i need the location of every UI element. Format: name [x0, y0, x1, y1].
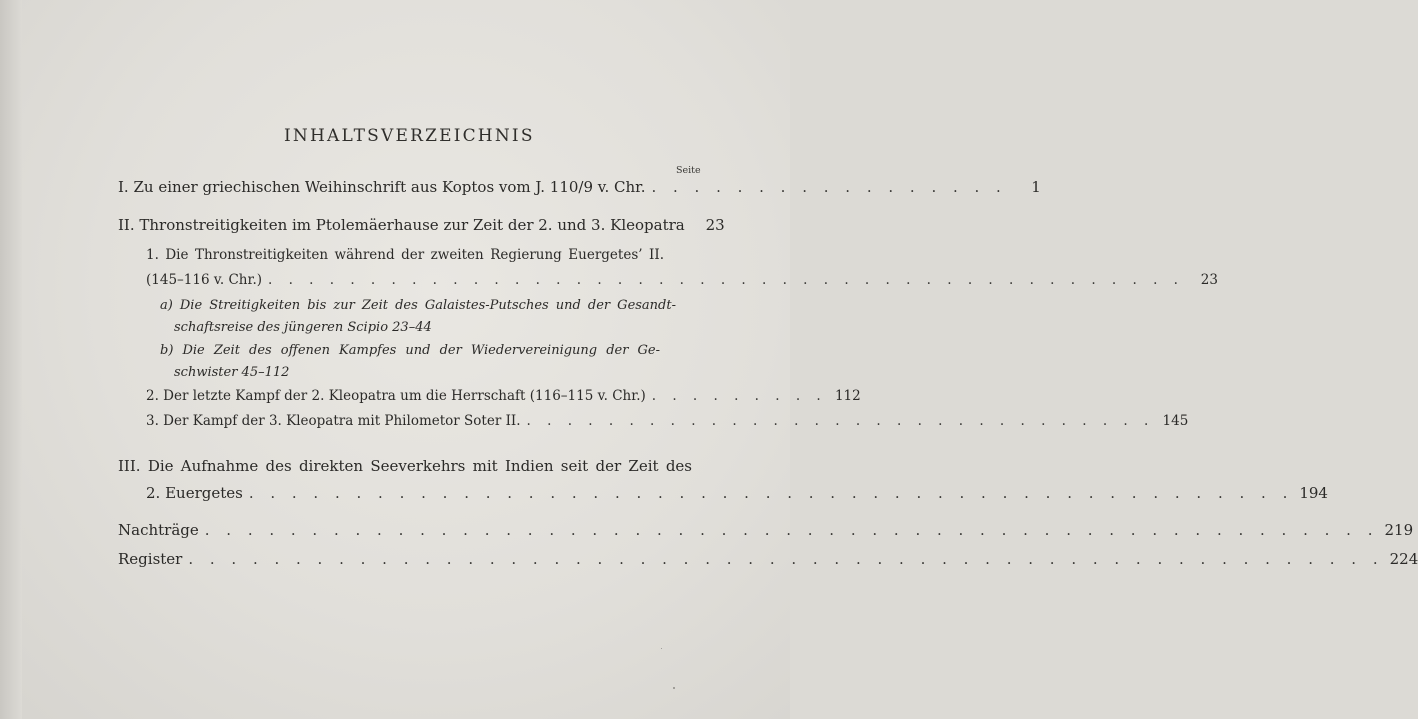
toc-entry-s2	[146, 388, 861, 404]
toc-entry-text: Register	[118, 550, 183, 568]
toc-entry-s1	[146, 272, 1218, 288]
toc-page-number: 224	[1389, 550, 1418, 568]
toc-page-number: 219	[1384, 521, 1414, 539]
page-column-label: Seite	[676, 165, 701, 176]
toc-page-number: 145	[1162, 413, 1189, 429]
toc-page-number: 23	[705, 216, 725, 234]
leader-dots: . . . . . . . . . . . . . . . . .	[651, 178, 1007, 196]
toc-entry-ch2	[118, 216, 725, 234]
paper-speck	[661, 648, 662, 649]
leader-dots: . . . . . . . . . . . . . . . . . . . . . . . . . . . . . . . . . . . . . . . . . . . . . . . . .	[248, 484, 1294, 502]
leader-dots: . . . . . . . . . . . . . . . . . . . . . . . . . . . . . . .	[526, 413, 1155, 429]
toc-entry-text: Nachträge	[118, 521, 199, 539]
toc-entry-sa-line1: a) Die Streitigkeiten bis zur Zeit des Galaistes-Putsches und der Gesandt-	[160, 298, 676, 313]
toc-entry-text: 2. Euergetes	[146, 484, 243, 502]
page-gutter-shadow	[0, 0, 22, 719]
toc-page-number: 194	[1299, 484, 1328, 502]
toc-entry-nachtraege	[118, 521, 1414, 539]
toc-entry-ch1	[118, 178, 1041, 196]
toc-entry-ch3	[146, 484, 1328, 502]
toc-entry-s1-line1: 1. Die Thronstreitigkeiten während der zweiten Regierung Euergetes’ II.	[146, 247, 664, 263]
toc-entry-register	[118, 550, 1418, 568]
toc-page-number: 112	[834, 388, 861, 404]
leader-dots: . . . . . . . . . . . . . . . . . . . . . . . . . . . . . . . . . . . . . . . . . . . . . . . . . . . . . . . .	[188, 550, 1384, 568]
toc-entry-ch3-line1: III. Die Aufnahme des direkten Seeverkehrs mit Indien seit der Zeit des	[118, 457, 692, 475]
leader-dots: . . . . . . . . .	[651, 388, 827, 404]
toc-entry-sa-line2: schaftsreise des jüngeren Scipio 23–44	[174, 320, 432, 335]
toc-entry-text: (145–116 v. Chr.)	[146, 272, 263, 288]
toc-entry-text: II. Thronstreitigkeiten im Ptolemäerhause zur Zeit der 2. und 3. Kleopatra	[118, 216, 685, 234]
toc-entry-sb-line2: schwister 45–112	[174, 365, 290, 380]
toc-page-number: 1	[1031, 178, 1041, 196]
leader-dots: . . . . . . . . . . . . . . . . . . . . . . . . . . . . . . . . . . . . . . . . . . . . .	[268, 272, 1184, 288]
toc-entry-text: I. Zu einer griechischen Weihinschrift aus Koptos vom J. 110/9 v. Chr.	[118, 178, 646, 196]
toc-entry-text: 3. Der Kampf der 3. Kleopatra mit Philometor Soter II.	[146, 413, 521, 429]
leader-dots: . . . . . . . . . . . . . . . . . . . . . . . . . . . . . . . . . . . . . . . . . . . . . . . . . . . . . . .	[204, 521, 1379, 539]
toc-page-number: 23	[1200, 272, 1218, 288]
toc-title: INHALTSVERZEICHNIS	[284, 126, 535, 146]
toc-entry-s3	[146, 413, 1189, 429]
toc-entry-sb-line1: b) Die Zeit des offenen Kampfes und der Wiedervereinigung der Ge-	[160, 343, 660, 358]
paper-speck	[673, 687, 675, 689]
toc-entry-text: 2. Der letzte Kampf der 2. Kleopatra um die Herrschaft (116–115 v. Chr.)	[146, 388, 646, 404]
